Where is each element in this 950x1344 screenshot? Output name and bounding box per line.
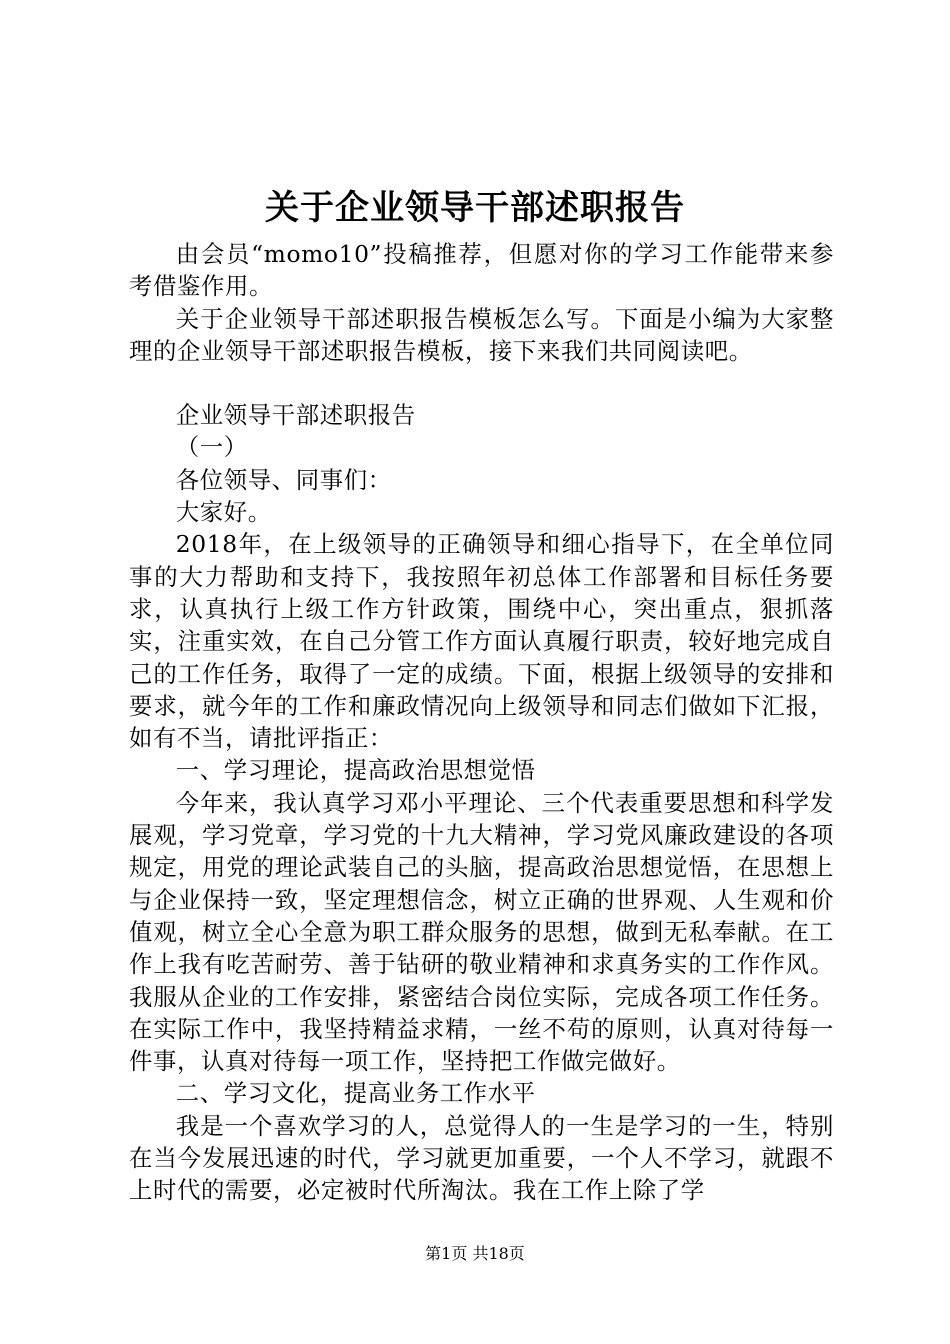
section-number: （一）	[175, 433, 248, 462]
section-heading-1: 一、学习理论，提高政治思想觉悟	[175, 756, 536, 785]
greeting: 大家好。	[175, 498, 272, 527]
salutation: 各位领导、同事们：	[175, 465, 392, 494]
section-heading-2: 二、学习文化，提高业务工作水平	[175, 1079, 536, 1108]
paragraph-section-2: 我是一个喜欢学习的人，总觉得人的一生是学习的一生，特别在当今发展迅速的时代，学习就更加重要，一个人不学习，就跟不上时代的需要，必定被时代所淘汰。我在工作上除了学	[129, 1111, 834, 1205]
paragraph-intro: 由会员“momo10”投稿推荐，但愿对你的学习工作能带来参考借鉴作用。	[129, 240, 834, 301]
page-footer: 第1页 共18页	[425, 1244, 525, 1263]
report-heading: 企业领导干部述职报告	[175, 401, 416, 430]
paragraph-section-1: 今年来，我认真学习邓小平理论、三个代表重要思想和科学发展观，学习党章，学习党的十九大精神，学习党风廉政建设的各项规定，用党的理论武装自己的头脑，提高政治思想觉悟，在思想上与企业保持一致，坚定理想信念，树立正确的世界观、人生观和价值观，树立全心全意为职工群众服务的思想，做到无私奉献。在工作上我有吃苦耐劳、善于钻研的敬业精神和求真务实的工作作风。我服从企业的工作安排，紧密结合岗位实际，完成各项工作任务。在实际工作中，我坚持精益求精，一丝不苟的原则，认真对待每一件事，认真对待每一项工作，坚持把工作做完做好。	[129, 788, 834, 1076]
paragraph-summary: 关于企业领导干部述职报告模板怎么写。下面是小编为大家整理的企业领导干部述职报告模板，接下来我们共同阅读吧。	[129, 304, 834, 365]
document-body	[129, 238, 834, 1207]
paragraph-opening: 2018年，在上级领导的正确领导和细心指导下，在全单位同事的大力帮助和支持下，我按照年初总体工作部署和目标任务要求，认真执行上级工作方针政策，围绕中心，突出重点，狠抓落实，注重实效，在自己分管工作方面认真履行职责，较好地完成自己的工作任务，取得了一定的成绩。下面，根据上级领导的安排和要求，就今年的工作和廉政情况向上级领导和同志们做如下汇报，如有不当，请批评指正：	[129, 530, 834, 753]
document-title: 关于企业领导干部述职报告	[265, 188, 685, 228]
